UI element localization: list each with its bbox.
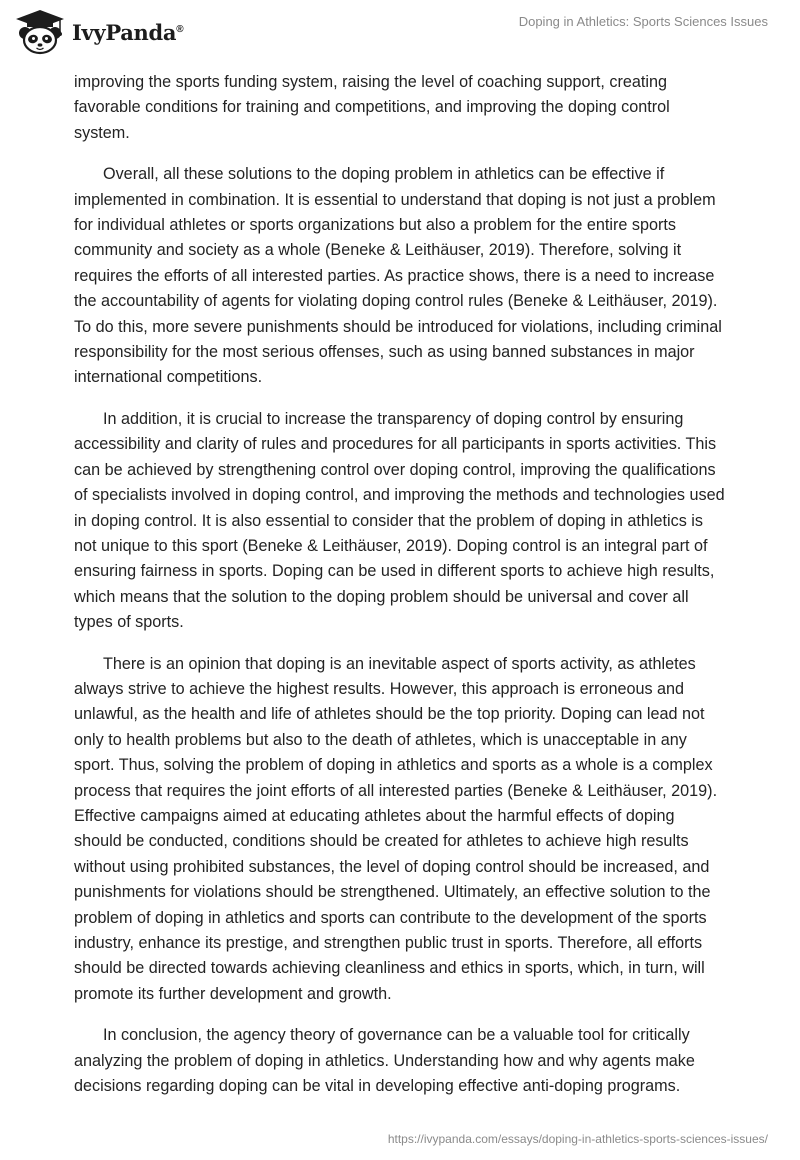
paragraph: Overall, all these solutions to the doping problem in athletics can be effective if implemented in combination. It is essential to understand that doping is not just a problem for individual athletes or sports organizations but also a problem for the entire sports community and society as a whole (Beneke & Leithäuser, 2019). Therefore, solving it requires the efforts of all interested parties. As practice shows, there is a need to increase the accountability of agents for violating doping control rules (Beneke & Leithäuser, 2019). To do this, more severe punishments should be introduced for violations, including criminal responsibility for the most serious offenses, such as using banned substances in major international competitions.: [74, 165, 722, 387]
registered-mark: ®: [176, 23, 184, 35]
paragraph: There is an opinion that doping is an inevitable aspect of sports activity, as athletes always strive to achieve the highest results. However, this approach is erroneous and unlawful, as the health and life of athletes should be the top priority. Doping can lead not only to health problems but also to the death of athletes, which is unacceptable in any sport. Thus, solving the problem of doping in athletics and sports as a whole is a complex process that requires the joint efforts of all interested parties (Beneke & Leithäuser, 2019). Effective campaigns aimed at educating athletes about the harmful effects of doping should be conducted, conditions should be created for athletes to achieve high results without using prohibited substances, the level of doping control should be increased, and punishments for violations should be strengthened. Ultimately, an effective solution to the problem of doping in athletics and sports can contribute to the development of the sports industry, enhance its prestige, and strengthen public trust in sports. Therefore, all efforts should be directed towards achieving cleanliness and ethics in sports, which, in turn, will promote its further development and growth.: [74, 654, 718, 1003]
paragraph: In addition, it is crucial to increase the transparency of doping control by ensuring accessibility and clarity of rules and procedures for all participants in sports activities. This can be achieved by strengthening control over doping control, improving the qualifications of specialists involved in doping control, and improving the methods and technologies used in doping control. It is also essential to consider that the problem of doping in athletics is not unique to this sport (Beneke & Leithäuser, 2019). Doping control is an integral part of ensuring fairness in sports. Doping can be used in different sports to achieve high results, which means that the solution to the doping problem should be universal and cover all types of sports.: [74, 409, 725, 632]
essay-body: [74, 70, 726, 1115]
panda-graduate-logo-icon: [14, 9, 66, 55]
page-header: [0, 0, 800, 62]
paragraph: improving the sports funding system, raising the level of coaching support, creating favorable conditions for training and competitions, and improving the doping control system.: [74, 73, 670, 142]
paragraph: In conclusion, the agency theory of governance can be a valuable tool for critically analyzing the problem of doping in athletics. Understanding how and why agents make decisions regarding doping can be vital in developing effective anti-doping programs.: [74, 1026, 695, 1096]
brand-name: IvyPanda®: [72, 19, 184, 45]
document-title: Doping in Athletics: Sports Sciences Issues: [518, 14, 768, 29]
brand-logo[interactable]: [14, 8, 183, 56]
source-url-link[interactable]: https://ivypanda.com/essays/doping-in-athletics-sports-sciences-issues/: [387, 1132, 768, 1146]
